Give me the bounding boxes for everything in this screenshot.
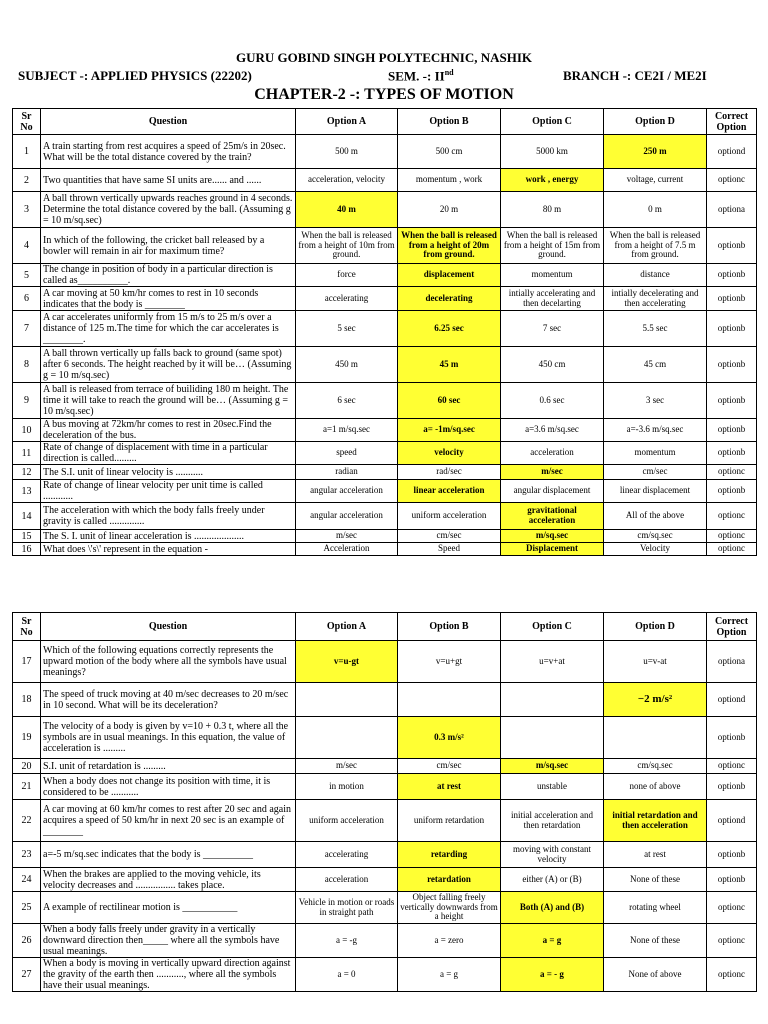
option-b: decelerating — [398, 287, 501, 311]
option-b: a= -1m/sq.sec — [398, 419, 501, 442]
question-text: The velocity of a body is given by v=10 + 0.3 t, where all the symbols are in usual meanings. In this equation, the value of acceleration is ......... — [41, 717, 296, 759]
option-a: When the ball is released from a height of 10m from ground. — [296, 228, 398, 264]
option-b: uniform retardation — [398, 800, 501, 842]
col-option-d: Option D — [604, 613, 707, 641]
option-c: 80 m — [501, 192, 604, 228]
question-number: 26 — [13, 924, 41, 958]
correct-option: optionb — [707, 442, 757, 465]
option-a: 5 sec — [296, 311, 398, 347]
option-a: 40 m — [296, 192, 398, 228]
table-row — [13, 135, 757, 169]
question-text: A example of rectilinear motion is ___________ — [41, 892, 296, 924]
question-text: A ball is released from terrace of builiding 180 m height. The time it will take to reach the ground will be… (Assuming g = 10 m/sq.sec) — [41, 383, 296, 419]
col-question: Question — [41, 613, 296, 641]
col-option-d: Option D — [604, 109, 707, 135]
option-a: 450 m — [296, 347, 398, 383]
question-text: What does \'s\' represent in the equation - — [41, 543, 296, 556]
option-a — [296, 717, 398, 759]
question-text: The S. I. unit of linear acceleration is .................... — [41, 530, 296, 543]
question-number: 2 — [13, 169, 41, 192]
correct-option: optionc — [707, 503, 757, 530]
col-option-b: Option B — [398, 613, 501, 641]
option-a: v=u-gt — [296, 641, 398, 683]
semester-label — [388, 68, 454, 84]
question-number: 5 — [13, 264, 41, 287]
option-d: cm/sq.sec — [604, 530, 707, 543]
option-c — [501, 717, 604, 759]
col-correct: Correct Option — [707, 613, 757, 641]
option-b: Speed — [398, 543, 501, 556]
question-text: S.I. unit of retardation is ......... — [41, 759, 296, 774]
question-number: 4 — [13, 228, 41, 264]
question-number: 27 — [13, 958, 41, 992]
table-row — [13, 480, 757, 503]
table-row — [13, 228, 757, 264]
correct-option: optionb — [707, 717, 757, 759]
option-c: 450 cm — [501, 347, 604, 383]
correct-option: optiond — [707, 683, 757, 717]
question-number: 9 — [13, 383, 41, 419]
correct-option: optionb — [707, 383, 757, 419]
option-b: cm/sec — [398, 530, 501, 543]
option-d: cm/sq.sec — [604, 759, 707, 774]
option-c: a = g — [501, 924, 604, 958]
question-text: When a body falls freely under gravity in a vertically downward direction then_____ where all the symbols have usual meanings. — [41, 924, 296, 958]
table-row — [13, 958, 757, 992]
question-number: 1 — [13, 135, 41, 169]
table-row — [13, 347, 757, 383]
option-a: acceleration — [296, 868, 398, 892]
option-c: a=3.6 m/sq.sec — [501, 419, 604, 442]
option-b: 20 m — [398, 192, 501, 228]
col-correct: Correct Option — [707, 109, 757, 135]
question-number: 14 — [13, 503, 41, 530]
question-text: A bus moving at 72km/hr comes to rest in 20sec.Find the deceleration of the bus. — [41, 419, 296, 442]
option-d: Velocity — [604, 543, 707, 556]
question-number: 8 — [13, 347, 41, 383]
table-row — [13, 774, 757, 800]
question-number: 19 — [13, 717, 41, 759]
table-row — [13, 169, 757, 192]
college-title: GURU GOBIND SINGH POLYTECHNIC, NASHIK — [235, 50, 533, 65]
option-a: a = -g — [296, 924, 398, 958]
option-b: at rest — [398, 774, 501, 800]
option-c: gravitational acceleration — [501, 503, 604, 530]
question-number: 13 — [13, 480, 41, 503]
table-row — [13, 892, 757, 924]
correct-option: optionc — [707, 465, 757, 480]
question-number: 3 — [13, 192, 41, 228]
option-c: 0.6 sec — [501, 383, 604, 419]
correct-option: optionc — [707, 958, 757, 992]
option-b: 0.3 m/s² — [398, 717, 501, 759]
correct-option: optionb — [707, 311, 757, 347]
question-text: Rate of change of linear velocity per unit time is called ............ — [41, 480, 296, 503]
question-text: The change in position of body in a particular direction is called as__________. — [41, 264, 296, 287]
option-d: All of the above — [604, 503, 707, 530]
option-b: 6.25 sec — [398, 311, 501, 347]
question-number: 10 — [13, 419, 41, 442]
table-row — [13, 717, 757, 759]
table-row — [13, 924, 757, 958]
option-b — [398, 683, 501, 717]
option-d: initial retardation and then acceleration — [604, 800, 707, 842]
option-b: a = g — [398, 958, 501, 992]
option-b: v=u+gt — [398, 641, 501, 683]
question-text: A car moving at 60 km/hr comes to rest after 20 sec and again acquires a speed of 50 km/hr in next 20 sec is an example of ________ — [41, 800, 296, 842]
question-text: In which of the following, the cricket ball released by a bowler will remain in air for maximum time? — [41, 228, 296, 264]
question-text: Two quantities that have same SI units are...... and ...... — [41, 169, 296, 192]
option-d: voltage, current — [604, 169, 707, 192]
correct-option: optionc — [707, 169, 757, 192]
table-row — [13, 543, 757, 556]
option-c: m/sec — [501, 465, 604, 480]
option-a: 6 sec — [296, 383, 398, 419]
option-c: a = - g — [501, 958, 604, 992]
col-option-b: Option B — [398, 109, 501, 135]
correct-option: optionc — [707, 892, 757, 924]
table-row — [13, 759, 757, 774]
question-number: 25 — [13, 892, 41, 924]
table-row — [13, 192, 757, 228]
correct-option: optionb — [707, 347, 757, 383]
option-a: accelerating — [296, 842, 398, 868]
option-b: 500 cm — [398, 135, 501, 169]
option-d: u=v-at — [604, 641, 707, 683]
option-d: None of above — [604, 958, 707, 992]
question-text: When a body is moving in vertically upward direction against the gravity of the earth then ..........., where all the symbols have their usual meanings. — [41, 958, 296, 992]
option-b: cm/sec — [398, 759, 501, 774]
option-d — [604, 717, 707, 759]
correct-option: optionb — [707, 287, 757, 311]
question-text: A ball thrown vertically upwards reaches ground in 4 seconds. Determine the total distance covered by the ball. (Assuming g = 10 m/sq.sec) — [41, 192, 296, 228]
option-c: either (A) or (B) — [501, 868, 604, 892]
option-b: uniform acceleration — [398, 503, 501, 530]
option-b: displacement — [398, 264, 501, 287]
branch-label: BRANCH -: CE2I / ME2I — [563, 68, 707, 83]
question-text: The speed of truck moving at 40 m/sec decreases to 20 m/sec in 10 second. What will be its deceleration? — [41, 683, 296, 717]
question-text: A ball thrown vertically up falls back to ground (same spot) after 6 seconds. The height reached by it will be… (Assuming g = 10 m/sq.sec) — [41, 347, 296, 383]
option-c: m/sq.sec — [501, 530, 604, 543]
option-d: distance — [604, 264, 707, 287]
question-text: a=-5 m/sq.sec indicates that the body is __________ — [41, 842, 296, 868]
option-d: None of these — [604, 924, 707, 958]
col-option-a: Option A — [296, 613, 398, 641]
question-number: 22 — [13, 800, 41, 842]
option-d: −2 m/s² — [604, 683, 707, 717]
option-a: angular acceleration — [296, 503, 398, 530]
option-d: 45 cm — [604, 347, 707, 383]
col-sr: Sr No — [13, 109, 41, 135]
option-b: Object falling freely vertically downwards from a height — [398, 892, 501, 924]
correct-option: optionb — [707, 774, 757, 800]
option-a: acceleration, velocity — [296, 169, 398, 192]
option-b: rad/sec — [398, 465, 501, 480]
question-text: Rate of change of displacement with time in a particular direction is called......... — [41, 442, 296, 465]
question-number: 16 — [13, 543, 41, 556]
option-c: u=v+at — [501, 641, 604, 683]
option-a: force — [296, 264, 398, 287]
question-number: 23 — [13, 842, 41, 868]
correct-option: optionc — [707, 543, 757, 556]
option-a: in motion — [296, 774, 398, 800]
table-row — [13, 419, 757, 442]
table-2-header — [13, 613, 757, 641]
correct-option: optiond — [707, 800, 757, 842]
option-c: work , energy — [501, 169, 604, 192]
question-number: 7 — [13, 311, 41, 347]
question-number: 24 — [13, 868, 41, 892]
question-number: 15 — [13, 530, 41, 543]
question-text: A car moving at 50 km/hr comes to rest in 10 seconds indicates that the body is ________ — [41, 287, 296, 311]
option-a: Acceleration — [296, 543, 398, 556]
question-number: 17 — [13, 641, 41, 683]
correct-option: optionb — [707, 842, 757, 868]
option-a: Vehicle in motion or roads in straight path — [296, 892, 398, 924]
question-number: 12 — [13, 465, 41, 480]
option-c: moving with constant velocity — [501, 842, 604, 868]
correct-option: optiona — [707, 192, 757, 228]
option-b: 60 sec — [398, 383, 501, 419]
table-row — [13, 383, 757, 419]
col-sr: Sr No — [13, 613, 41, 641]
question-number: 18 — [13, 683, 41, 717]
question-text: Which of the following equations correctly represents the upward motion of the body where all the symbols have usual meanings? — [41, 641, 296, 683]
option-d: intially decelerating and then accelerating — [604, 287, 707, 311]
option-c: unstable — [501, 774, 604, 800]
table-row — [13, 442, 757, 465]
table-row — [13, 264, 757, 287]
option-b: retardation — [398, 868, 501, 892]
option-c: acceleration — [501, 442, 604, 465]
questions-table-1 — [12, 108, 757, 556]
question-number: 20 — [13, 759, 41, 774]
question-number: 6 — [13, 287, 41, 311]
option-a: radian — [296, 465, 398, 480]
option-c: 7 sec — [501, 311, 604, 347]
question-text: A train starting from rest acquires a speed of 25m/s in 20sec. What will be the total distance covered by the train? — [41, 135, 296, 169]
correct-option: optionb — [707, 868, 757, 892]
question-text: The acceleration with which the body falls freely under gravity is called .............. — [41, 503, 296, 530]
option-d: momentum — [604, 442, 707, 465]
semester-text: SEM. -: II — [388, 68, 445, 84]
col-option-a: Option A — [296, 109, 398, 135]
option-d: none of above — [604, 774, 707, 800]
option-a: accelerating — [296, 287, 398, 311]
table-row — [13, 287, 757, 311]
option-b: When the ball is released from a height of 20m from ground. — [398, 228, 501, 264]
table-row — [13, 800, 757, 842]
table-1-header — [13, 109, 757, 135]
question-text: A car accelerates uniformly from 15 m/s to 25 m/s over a distance of 125 m.The time for which the car accelerates is ________. — [41, 311, 296, 347]
correct-option: optionc — [707, 530, 757, 543]
option-b: velocity — [398, 442, 501, 465]
option-d: linear displacement — [604, 480, 707, 503]
table-row — [13, 503, 757, 530]
subject-label: SUBJECT -: APPLIED PHYSICS (22202) — [18, 68, 252, 83]
chapter-title: CHAPTER-2 -: TYPES OF MOTION — [254, 86, 514, 103]
correct-option: optionc — [707, 759, 757, 774]
option-a: m/sec — [296, 759, 398, 774]
option-a: a=1 m/sq.sec — [296, 419, 398, 442]
option-b: 45 m — [398, 347, 501, 383]
question-text: When the brakes are applied to the moving vehicle, its velocity decreases and ................ takes place. — [41, 868, 296, 892]
option-c: Displacement — [501, 543, 604, 556]
semester-sup: nd — [444, 68, 454, 77]
option-d: 5.5 sec — [604, 311, 707, 347]
option-a: a = 0 — [296, 958, 398, 992]
table-row — [13, 842, 757, 868]
option-d: 0 m — [604, 192, 707, 228]
option-d: rotating wheel — [604, 892, 707, 924]
question-text: When a body does not change its position with time, it is considered to be ........... — [41, 774, 296, 800]
table-row — [13, 683, 757, 717]
table-row — [13, 530, 757, 543]
option-c: initial acceleration and then retardation — [501, 800, 604, 842]
option-b: a = zero — [398, 924, 501, 958]
table-row — [13, 641, 757, 683]
correct-option: optiond — [707, 135, 757, 169]
option-b: linear acceleration — [398, 480, 501, 503]
col-option-c: Option C — [501, 613, 604, 641]
correct-option: optionb — [707, 264, 757, 287]
table-row — [13, 868, 757, 892]
option-c — [501, 683, 604, 717]
table-row — [13, 311, 757, 347]
question-number: 21 — [13, 774, 41, 800]
option-c: Both (A) and (B) — [501, 892, 604, 924]
table-row — [13, 465, 757, 480]
correct-option: optionb — [707, 480, 757, 503]
option-b: retarding — [398, 842, 501, 868]
option-d: None of these — [604, 868, 707, 892]
option-a: speed — [296, 442, 398, 465]
col-question: Question — [41, 109, 296, 135]
option-d: at rest — [604, 842, 707, 868]
option-c: m/sq.sec — [501, 759, 604, 774]
option-d: When the ball is released from a height of 7.5 m from ground. — [604, 228, 707, 264]
option-d: 250 m — [604, 135, 707, 169]
option-c: 5000 km — [501, 135, 604, 169]
correct-option: optionc — [707, 924, 757, 958]
option-a: 500 m — [296, 135, 398, 169]
option-d: 3 sec — [604, 383, 707, 419]
correct-option: optionb — [707, 228, 757, 264]
option-a: m/sec — [296, 530, 398, 543]
question-number: 11 — [13, 442, 41, 465]
col-option-c: Option C — [501, 109, 604, 135]
correct-option: optiona — [707, 641, 757, 683]
option-a: uniform acceleration — [296, 800, 398, 842]
option-c: momentum — [501, 264, 604, 287]
option-d: a=-3.6 m/sq.sec — [604, 419, 707, 442]
question-text: The S.I. unit of linear velocity is ........... — [41, 465, 296, 480]
option-c: angular displacement — [501, 480, 604, 503]
questions-table-2 — [12, 612, 757, 992]
option-d: cm/sec — [604, 465, 707, 480]
option-c: When the ball is released from a height of 15m from ground. — [501, 228, 604, 264]
option-a — [296, 683, 398, 717]
option-c: intially accelerating and then decelarting — [501, 287, 604, 311]
option-b: momentum , work — [398, 169, 501, 192]
correct-option: optionb — [707, 419, 757, 442]
option-a: angular acceleration — [296, 480, 398, 503]
